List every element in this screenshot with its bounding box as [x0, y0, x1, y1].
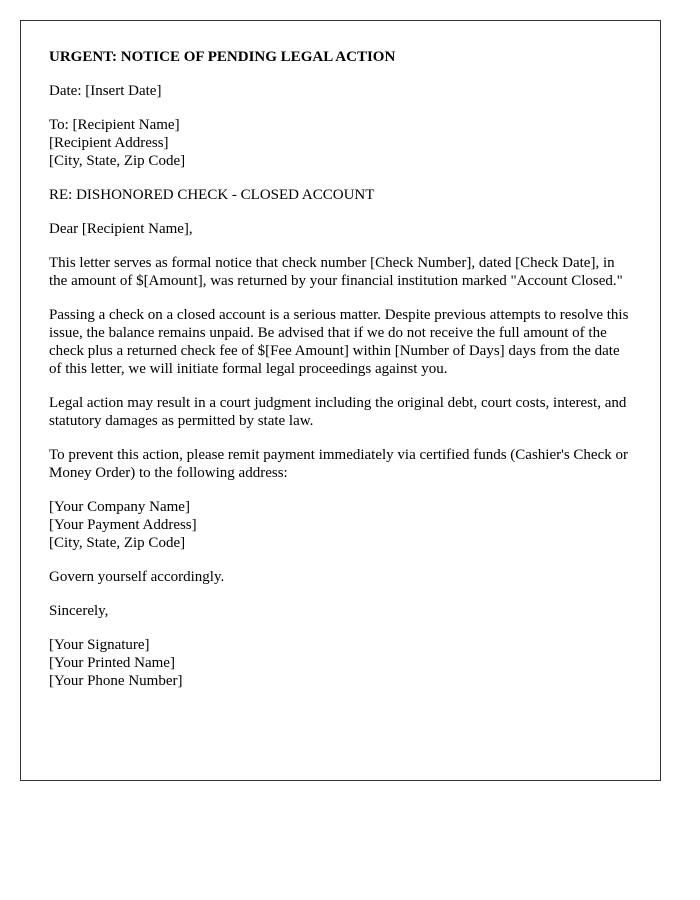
letter-title: URGENT: NOTICE OF PENDING LEGAL ACTION [49, 49, 396, 65]
body-paragraph: Legal action may result in a court judgment including the original debt, court costs, interest, and statutory damages as permitted by state law. [49, 395, 627, 429]
recipient-block [49, 116, 632, 170]
recipient-city: [City, State, Zip Code] [49, 153, 186, 169]
recipient-address: [Recipient Address] [49, 135, 169, 151]
signature-block [49, 636, 632, 690]
payee-address: [Your Payment Address] [49, 517, 197, 533]
subject-line: RE: DISHONORED CHECK - CLOSED ACCOUNT [49, 187, 375, 203]
body-paragraph: Passing a check on a closed account is a serious matter. Despite previous attempts to resolve this issue, the balance remains unpaid. Be advised that if we do not receive the full amount of the check plus a returned check fee of $[Fee Amount] within [Number of Days] days from the date of this letter, we will initiate formal legal proceedings against you. [49, 307, 629, 377]
phone-number: [Your Phone Number] [49, 673, 183, 689]
closing-remark: Govern yourself accordingly. [49, 569, 225, 585]
printed-name: [Your Printed Name] [49, 655, 175, 671]
recipient-name: To: [Recipient Name] [49, 117, 180, 133]
payee-city: [City, State, Zip Code] [49, 535, 186, 551]
body-paragraph: This letter serves as formal notice that check number [Check Number], dated [Check Date], in the amount of $[Amount], was returned by your financial institution marked "Account Closed." [49, 255, 623, 289]
signature: [Your Signature] [49, 637, 150, 653]
payee-company: [Your Company Name] [49, 499, 190, 515]
body-paragraph: To prevent this action, please remit payment immediately via certified funds (Cashier's Check or Money Order) to the following address: [49, 447, 628, 481]
letter-date: Date: [Insert Date] [49, 83, 162, 99]
letter-document [20, 20, 661, 781]
salutation: Dear [Recipient Name], [49, 221, 193, 237]
payee-block [49, 498, 632, 552]
closing: Sincerely, [49, 603, 109, 619]
